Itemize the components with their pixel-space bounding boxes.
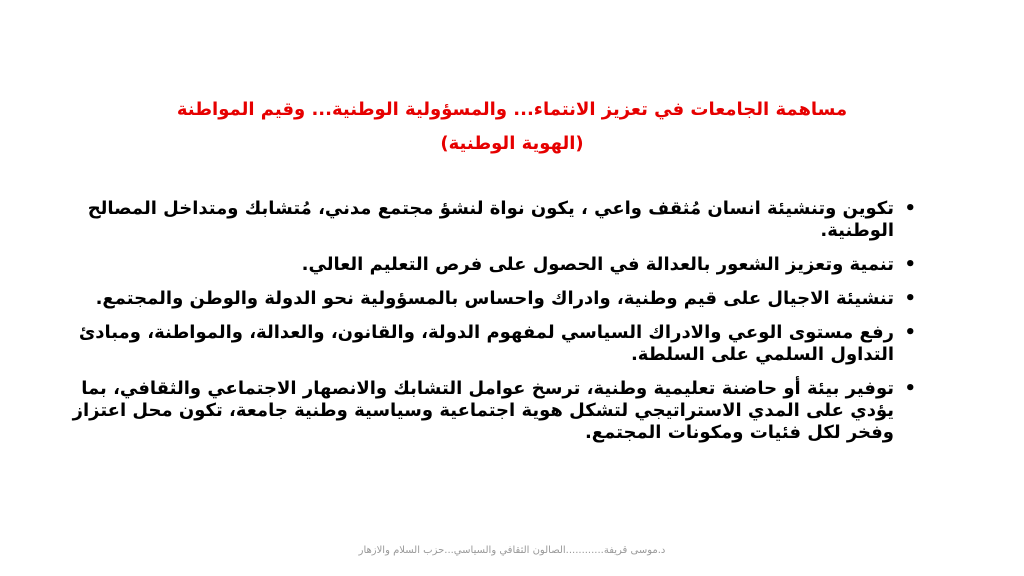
bullet-item xyxy=(70,322,916,366)
bullet-icon: • xyxy=(904,198,916,219)
bullet-list xyxy=(70,198,916,456)
bullet-text: تنمية وتعزيز الشعور بالعدالة في الحصول على فرص التعليم العالي. xyxy=(301,254,894,275)
bullet-item xyxy=(70,378,916,444)
bullet-text: توفير بيئة أو حاضنة تعليمية وطنية، ترسخ عوامل التشابك والانصهار الاجتماعي والثقافي، بما يؤدي على المدي الاستراتيجي لتشكل هوية اجتماعية وسياسية وطنية جامعة، تكون محل اعتزاز وفخر لكل فئيات ومكونات المجتمع. xyxy=(72,378,894,443)
title-line-1: مساهمة الجامعات في تعزيز الانتماء... والمسؤولية الوطنية... وقيم المواطنة xyxy=(176,99,848,120)
bullet-icon: • xyxy=(904,378,916,399)
bullet-text: تكوين وتنشيئة انسان مُثقف واعي ، يكون نواة لنشؤ مجتمع مدني، مُتشابك ومتداخل المصالح الوطنية. xyxy=(87,198,894,241)
bullet-item xyxy=(70,288,916,310)
bullet-icon: • xyxy=(904,322,916,343)
title-line-2: (الهوية الوطنية) xyxy=(440,133,584,154)
bullet-item xyxy=(70,198,916,242)
slide-title xyxy=(80,93,944,161)
bullet-text: تنشيئة الاجيال على قيم وطنية، وادراك واحساس بالمسؤولية نحو الدولة والوطن والمجتمع. xyxy=(95,288,894,309)
bullet-icon: • xyxy=(904,288,916,309)
bullet-item xyxy=(70,254,916,276)
slide-footer: د.موسى قريفة............الصالون الثقافي والسياسي...حزب السلام والازهار xyxy=(358,545,666,556)
bullet-icon: • xyxy=(904,254,916,275)
bullet-text: رفع مستوى الوعي والادراك السياسي لمفهوم الدولة، والقانون، والعدالة، والمواطنة، ومبادئ التداول السلمي على السلطة. xyxy=(78,322,894,365)
